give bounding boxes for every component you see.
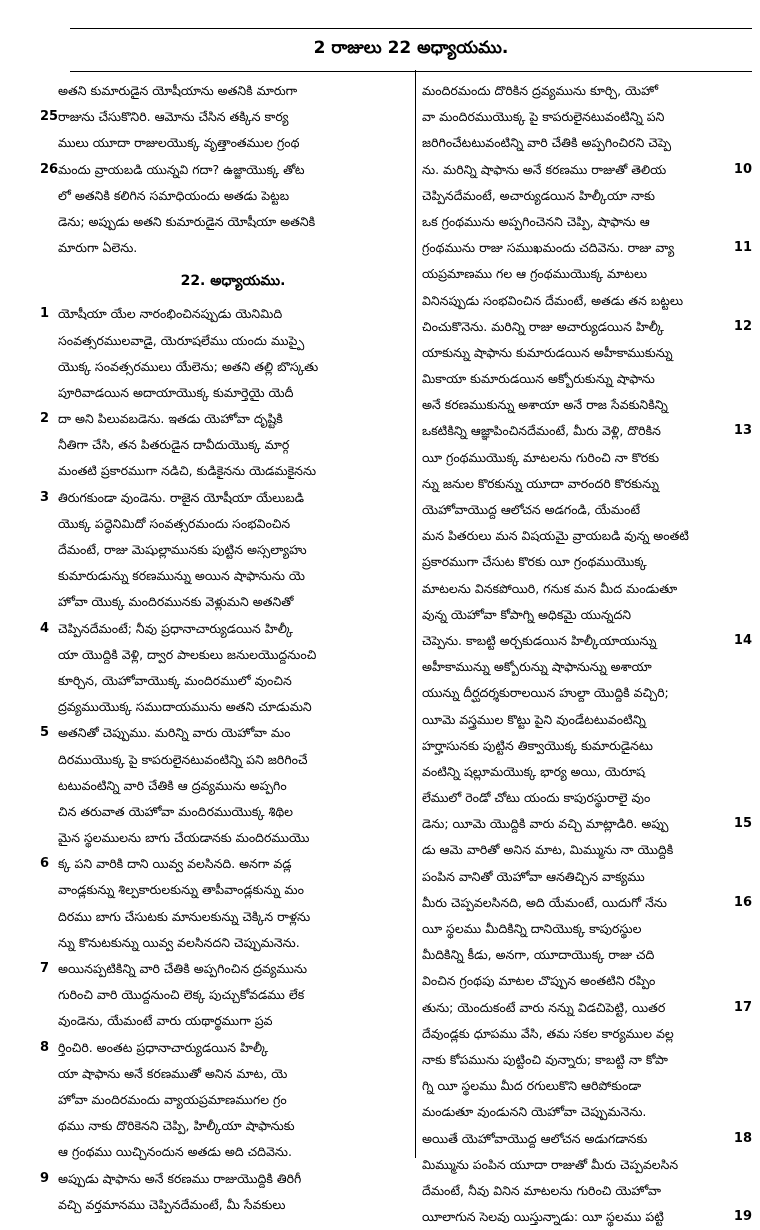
verse-number: 9 [40, 1170, 50, 1186]
text-line [40, 616, 408, 642]
line-text: దేవుండ్లకు ధూపము వేసి, తమ సకల కార్యముల వల్ల [422, 1025, 674, 1041]
text-line [40, 1035, 408, 1061]
line-text: మైన స్థలములను బాగు చేయడానకు మందిరముయొ [58, 830, 310, 846]
line-text: లో అతనికి కలిగిన సమాధియందు అతడు పెట్టబ [58, 187, 290, 203]
verse-number: 18 [733, 1130, 752, 1146]
line-text: డెను; యీమె యొద్దికి వారు వచ్చి మాట్లాడిరి. అప్పు [422, 816, 669, 832]
line-text: కుమారుడున్ను కరణమున్ను అయిన షాఫానును యె [58, 568, 305, 584]
text-line [422, 785, 752, 811]
text-line [40, 485, 408, 511]
line-text: ఒక గ్రంథమును అప్పగించెనని చెప్పి, షాఫాను ఆ [422, 213, 650, 229]
text-line [40, 511, 408, 537]
chapter-heading [40, 261, 408, 301]
line-text: యున్ను దీర్ఘదర్శకురాలయిన హుల్దా యొద్దికి వచ్చిరి; [422, 685, 669, 701]
text-line [422, 811, 752, 837]
line-text: నాకు కోపమును పుట్టించి వున్నారు; కాబట్టి నా కోపా [422, 1051, 668, 1067]
page-title: 2 రాజులు 22 అధ్యాయము. [313, 38, 509, 58]
text-line [422, 1178, 752, 1204]
text-line [40, 956, 408, 982]
line-text: మీదికిన్ని కీడు, అనగా, యూదాయొక్క రాజు చది [422, 947, 655, 963]
right-column [422, 78, 752, 1230]
line-text: హోవా యొక్క మందిరమునకు వెళ్లుమని అతనితో [58, 594, 294, 610]
line-text: యీ స్థలము మీదికిన్ని దానియొక్క కాపురస్థుల [422, 921, 642, 936]
line-text: దిరము బాగు చేసుటకు మానులకున్ను చెక్కిన రాళ్లను [58, 908, 311, 924]
text-line [422, 628, 752, 654]
text-line [422, 759, 752, 785]
text-line [422, 392, 752, 418]
text-line [422, 942, 752, 968]
text-line [40, 563, 408, 589]
line-text: అహీకామున్ను అక్బోరున్ను షాఫానున్ను అశాయా [422, 659, 652, 675]
line-text: డు ఆమె వారితో అనిన మాట, మిమ్మును నా యొద్దికి [422, 842, 674, 858]
line-text: యొక్క సంవత్సరములు యేలెను; అతని తల్లి బొస్కతు [58, 358, 319, 374]
text-line [422, 130, 752, 156]
line-text: ద్రవ్యముయొక్క సముదాయమును అతని చూడుమని [58, 699, 312, 715]
text-line [40, 642, 408, 668]
text-line [422, 1152, 752, 1178]
line-text: మికాయా కుమారుడయిన అక్బోరుకున్ను షాఫాను [422, 371, 655, 387]
line-text: యా యొద్దికి వెళ్లి, ద్వార పాలకులు జనులయొద్దనుంచి [58, 646, 317, 662]
text-line [40, 825, 408, 851]
text-line [40, 1113, 408, 1139]
line-text: మిమ్మును పంపిన యూదా రాజుతో మీరు చెప్పవలసిన [422, 1156, 679, 1172]
verse-number: 8 [40, 1039, 50, 1055]
text-line [422, 497, 752, 523]
text-line [40, 773, 408, 799]
verse-number: 26 [40, 161, 59, 177]
text-line [422, 549, 752, 575]
text-line [40, 104, 408, 130]
verse-number: 5 [40, 725, 50, 741]
line-text: అప్పుడు షాఫాను అనే కరణము రాజుయొద్దికి తిరిగీ [58, 1170, 302, 1186]
text-line [422, 445, 752, 471]
verse-number: 15 [733, 816, 752, 832]
text-line [422, 314, 752, 340]
line-text: గ్రంథమును రాజు సముఖమందు చదివెను. రాజు వ్యా [422, 240, 675, 256]
line-text: కూర్చిన, యెహోవాయొక్క మందిరములో వుంచిన [58, 672, 292, 688]
line-text: వంటిన్ని షల్లూమయొక్క భార్య అయి, యెరూష [422, 763, 646, 779]
line-text: యీ గ్రంథముయొక్క మాటలను గురించి నా కొరకు [422, 449, 660, 465]
text-line [40, 301, 408, 327]
text-line [422, 1021, 752, 1047]
line-text: యా షాఫాను అనే కరణముతో అనిన మాట, యె [58, 1065, 288, 1081]
line-text: వినినప్పుడు సంభవించిన దేమంటే, అతడు తన బట్టలు [422, 292, 684, 308]
line-text: యెహోవాయొద్ద ఆలోచన అడగండి, యేమంటే [422, 502, 641, 517]
text-line [422, 837, 752, 863]
verse-number: 19 [733, 1209, 752, 1225]
text-line [422, 104, 752, 130]
text-line [422, 680, 752, 706]
text-line [422, 340, 752, 366]
line-text: వచ్చి వర్తమానము చెప్పినదేమంటే, మీ సేవకులు [58, 1196, 286, 1212]
text-line [422, 890, 752, 916]
verse-number: 12 [733, 318, 752, 334]
text-line [40, 668, 408, 694]
text-line [40, 1192, 408, 1218]
line-text: ఒకటికిన్ని ఆజ్ఞాపించినదేమంటే, మీరు వెళ్లి, దొరికిన [422, 423, 661, 439]
line-text: చెప్పెను. కాబట్టి అర్చకుడయిన హిల్కీయాయున్ను [422, 632, 657, 648]
verse-number: 7 [40, 961, 50, 976]
line-text: జరిగించేటటువంటిన్ని వారి చేతికి అప్పగించిరని చెప్పె [422, 135, 672, 151]
line-text: లేములో రెండో చోటు యందు కాపురస్థురాలై వుం [422, 790, 651, 806]
text-line [422, 602, 752, 628]
text-line [422, 1073, 752, 1099]
line-text: గ్ని యీ స్థలము మీద రగులుకొని ఆరిపోకుండా [422, 1078, 642, 1094]
line-text: అతని కుమారుడైన యోషీయాను అతనికి మారుగా [58, 83, 298, 98]
text-line [422, 1047, 752, 1073]
verse-number: 25 [40, 109, 59, 125]
text-line [40, 78, 408, 104]
line-text: యీమె వస్త్రముల కొట్టు పైని వుండేటటువంటిన్ని [422, 711, 646, 727]
text-line [40, 1008, 408, 1034]
text-line [40, 406, 408, 432]
text-line [422, 707, 752, 733]
verse-number: 13 [733, 423, 752, 439]
line-text: పూరివాడయిన అదాయాయొక్క కుమార్తెయై యెదీ [58, 384, 294, 400]
text-line [40, 1061, 408, 1087]
text-line [422, 157, 752, 183]
text-line [40, 209, 408, 235]
line-text: న్ను కొనుటకున్ను యివ్వ వలసినదని చెప్పుమనెను. [58, 934, 300, 950]
text-line [422, 261, 752, 287]
line-text: హోవా మందిరమందు వ్యాయప్రమాణముగల గ్రం [58, 1091, 287, 1107]
page-header [70, 28, 752, 72]
line-text: యీలాగున సెలవు యిస్తున్నాడు: యీ స్థలము పట్టి [422, 1209, 664, 1225]
line-text: చెప్పినదేమంటే, అచార్యుడయిన హిల్కీయా నాకు [422, 187, 655, 203]
line-text: మండుతూ వుండునని యెహోవా చెప్పుమనెను. [422, 1104, 647, 1120]
text-line [422, 654, 752, 680]
text-line [40, 328, 408, 354]
text-line [422, 366, 752, 392]
line-text: యప్రమాణము గల ఆ గ్రంథముయొక్క మాటలు [422, 266, 648, 282]
line-text: దా అని పిలువబడెను. ఇతడు యెహోవా దృష్టికి [58, 411, 283, 427]
text-line [422, 235, 752, 261]
line-text: సంవత్సరములవాడై, యెరూషలేము యందు ముప్పై [58, 332, 305, 348]
verse-number: 4 [40, 620, 50, 636]
left-column [40, 78, 408, 1218]
text-line [422, 183, 752, 209]
line-text: నీతిగా చేసి, తన పితరుడైన దావీదుయొక్క మార్గ [58, 437, 290, 453]
text-line [422, 916, 752, 942]
line-text: తిరుగకుండా వుండెను. రాజైన యోషీయా యేలుబడి [58, 489, 304, 505]
text-line [40, 1139, 408, 1165]
line-text: మాటలను వినకపోయిరి, గనుక మన మీద మండుతూ [422, 580, 678, 596]
text-line [422, 1204, 752, 1230]
line-text: దేమంటే, నీవు వినిన మాటలను గురించి యెహోవా [422, 1182, 661, 1198]
line-text: చెప్పినదేమంటే; నీవు ప్రధానాచార్యుడయిన హిల్కీ [58, 620, 293, 636]
text-line [40, 354, 408, 380]
line-text: వా మందిరముయొక్క పై కాపరులైనటువంటిన్ని పని [422, 109, 665, 125]
verse-number: 1 [40, 306, 50, 322]
line-text: ములు యూదా రాజులయొక్క వృత్తాంతముల గ్రంథ [58, 135, 300, 151]
line-text: పంపిన వానితో యెహోవా ఆనతిచ్చిన వాక్యము [422, 868, 645, 884]
line-text: 22. అధ్యాయము. [180, 273, 286, 290]
text-line [40, 183, 408, 209]
text-line [40, 877, 408, 903]
text-line [40, 458, 408, 484]
text-line [422, 471, 752, 497]
text-line [422, 1099, 752, 1125]
line-text: క్క పని వారికి దాని యివ్వ వలసినది. అనగా వడ్ల [58, 856, 292, 872]
line-text: మంతటి ప్రకారముగా నడిచి, కుడికైనను యెడమకైనను [58, 463, 317, 479]
column-divider [415, 70, 416, 1158]
line-text: తును; యెందుకంటే వారు నన్ను విడచిపెట్టి, యితర [422, 999, 666, 1015]
line-text: ఆ గ్రంథము యిచ్చినందున అతడు అది చదివెను. [58, 1144, 292, 1160]
line-text: దిరముయొక్క పై కాపరులైనటువంటిన్ని పని జరిగించే [58, 751, 308, 767]
line-text: మారుగా ఏలెను. [58, 240, 138, 256]
line-text: అతనితో చెప్పుము. మరిన్ని వారు యెహోవా మం [58, 725, 291, 741]
verse-number: 11 [733, 240, 752, 256]
line-text: ర్తించిరి. అంతట ప్రధానాచార్యుడయిన హిల్కీ [58, 1039, 269, 1055]
line-text: హర్హాసునకు పుట్టిన తిక్వాయొక్క కుమారుడైనటు [422, 737, 653, 753]
verse-number: 16 [733, 894, 752, 910]
text-line [40, 904, 408, 930]
verse-number: 6 [40, 856, 50, 872]
line-text: అనే కరణముకున్ను అశాయా అనే రాజ సేవకునికిన్ని [422, 397, 668, 413]
text-line [40, 851, 408, 877]
line-text: వున్న యెహోవా కోపాగ్ని అధికమై యున్నదని [422, 606, 632, 622]
text-line [40, 747, 408, 773]
text-line [40, 930, 408, 956]
line-text: ప్రకారముగా చేసుట కొరకు యీ గ్రంథముయొక్క [422, 554, 647, 570]
line-text: మందిరమందు దొరికిన ద్రవ్యమును కూర్చి, యెహో [422, 83, 659, 98]
line-text: డెను; అప్పుడు అతని కుమారుడైన యోషీయా అతనికి [58, 213, 316, 229]
text-line [40, 537, 408, 563]
text-line [40, 799, 408, 825]
text-line [40, 720, 408, 746]
line-text: రాజును చేసుకొనిరి. ఆమోను చేసిన తక్కిన కార్య [58, 109, 289, 125]
document-page [40, 28, 752, 1225]
text-line [422, 1126, 752, 1152]
text-line [40, 1087, 408, 1113]
text-line [422, 576, 752, 602]
text-line [422, 968, 752, 994]
line-text: ను. మరిన్ని షాఫాను అనే కరణము రాజుతో తెలియ [422, 161, 667, 177]
line-text: మందు వ్రాయబడి యున్నవి గదా? ఉజ్జాయొక్క తోట [58, 161, 305, 177]
line-text: వుండెను, యేమంటే వారు యథార్థముగా ప్రవ [58, 1013, 273, 1029]
text-line [40, 589, 408, 615]
line-text: న్ను జనుల కొరకున్ను యూదా వారందరి కొరకున్ను [422, 475, 659, 491]
verse-number: 14 [733, 632, 752, 648]
line-text: గురించి వారి యొద్దనుంచి లెక్క పుచ్చుకోవడము లేక [58, 987, 305, 1003]
text-line [40, 235, 408, 261]
text-line [422, 523, 752, 549]
line-text: అయితే యెహోవాయొద్ద ఆలోచన అడుగడానకు [422, 1130, 648, 1146]
text-line [40, 380, 408, 406]
text-line [40, 1166, 408, 1192]
line-text: టటువంటిన్ని వారి చేతికి ఆ ద్రవ్యమును అప్పగిం [58, 777, 287, 793]
verse-number: 17 [733, 999, 752, 1015]
text-line [40, 982, 408, 1008]
line-text: అయినప్పటికిన్ని వారి చేతికి అప్పగించిన ద్రవ్యమును [58, 961, 308, 976]
verse-number: 3 [40, 489, 50, 505]
text-line [40, 432, 408, 458]
verse-number: 10 [733, 161, 752, 177]
line-text: వించిన గ్రంథపు మాటల చొప్పున అంతటిని రప్పిం [422, 973, 656, 989]
line-text: దేమంటే, రాజు మెషుల్లామునకు పుట్టిన అస్సల్యాహు [58, 542, 307, 557]
text-line [422, 995, 752, 1021]
line-text: థము నాకు దొరికెనని చెప్పి, హిల్కీయా షాఫానుకు [58, 1118, 295, 1134]
text-line [422, 288, 752, 314]
line-text: చించుకొనెను. మరిన్ని రాజు అచార్యుడయిన హిల్కీ [422, 318, 664, 334]
text-line [422, 78, 752, 104]
line-text: వాండ్లకున్ను శిల్పకారులకున్ను తాపీవాండ్లకున్ను మం [58, 882, 304, 898]
line-text: యోషీయా యేల నారంభించినప్పుడు యెనిమిది [58, 306, 283, 322]
line-text: యొక్క పద్ధెనిమిదో సంవత్సరమందు సంభవించిన [58, 515, 291, 531]
text-line [40, 157, 408, 183]
line-text: చిన తరువాత యెహోవా మందిరముయొక్క శిథిల [58, 803, 294, 819]
text-line [422, 733, 752, 759]
text-line [422, 418, 752, 444]
text-line [422, 864, 752, 890]
line-text: యాకున్ను షాఫాను కుమారుడయిన అహీకాముకున్ను [422, 344, 673, 360]
verse-number: 2 [40, 411, 50, 427]
text-line [422, 209, 752, 235]
text-line [40, 694, 408, 720]
line-text: మీరు చెప్పవలసినది, అది యేమంటే, యిదుగో నేను [422, 894, 667, 910]
line-text: మన పితరులు మన విషయమై వ్రాయబడి వున్న అంతటి [422, 528, 689, 544]
text-line [40, 130, 408, 156]
